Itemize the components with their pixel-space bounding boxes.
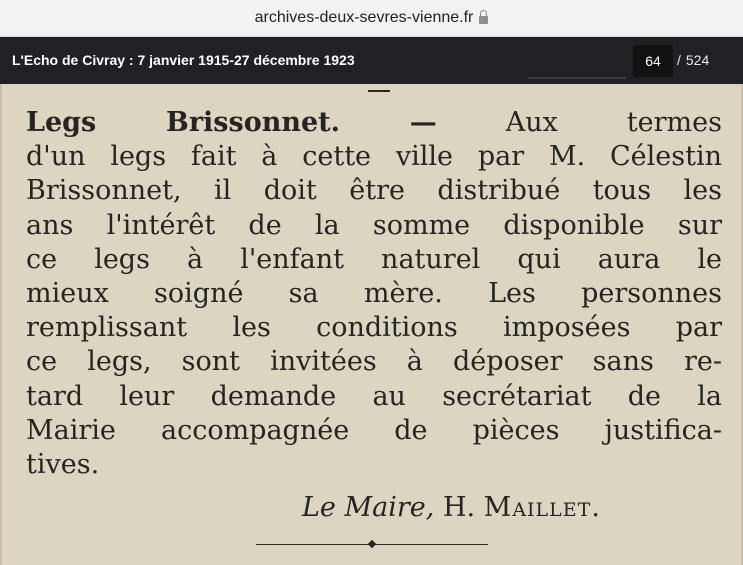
article-line: Mairie accompagnée de pièces justifica-: [26, 414, 722, 446]
total-pages: 524: [685, 52, 710, 68]
article-line: ce legs, sont invitées à déposer sans re-: [26, 346, 722, 378]
address-bar[interactable]: [0, 0, 743, 37]
article-line: ans l'intérêt de la somme disponible sur: [26, 209, 722, 241]
article-signature: [302, 492, 601, 523]
article-line: d'un legs fait à cette ville par M. Célestin: [26, 141, 722, 173]
newspaper-article: [26, 106, 722, 482]
toolbar-divider: [528, 77, 626, 79]
article-line: tard leur demande au secrétariat de la: [26, 380, 722, 412]
page-edge-left: [0, 84, 2, 565]
signature-surname: Maillet.: [483, 492, 601, 523]
page-total: [677, 37, 709, 84]
signature-name: [443, 492, 601, 523]
article-line-1: [26, 106, 722, 140]
scanned-page-view[interactable]: [0, 84, 743, 565]
article-headline: Legs Brissonnet. —: [26, 107, 437, 138]
separator-rule-top: [368, 90, 390, 92]
signature-initial: H.: [442, 492, 476, 523]
article-line: remplissant les conditions imposées par: [26, 312, 722, 344]
article-text: Aux termes: [505, 107, 722, 138]
page-number-input[interactable]: 64: [633, 45, 673, 77]
url-text[interactable]: archives-deux-sevres-vienne.fr: [254, 9, 474, 26]
article-line: ce legs à l'enfant naturel qui aura le: [26, 243, 722, 275]
document-title: L'Echo de Civray : 7 janvier 1915-27 décembre 1923: [12, 52, 355, 68]
page-separator: /: [677, 52, 681, 68]
diamond-ornament: [368, 540, 376, 548]
article-line: tives.: [26, 449, 100, 481]
viewer-toolbar: [0, 37, 743, 84]
article-line: mieux soigné sa mère. Les personnes: [26, 278, 722, 310]
signature-role: Le Maire,: [302, 492, 435, 523]
lock-icon: [479, 16, 488, 24]
article-line: Brissonnet, il doit être distribué tous les: [26, 175, 722, 207]
